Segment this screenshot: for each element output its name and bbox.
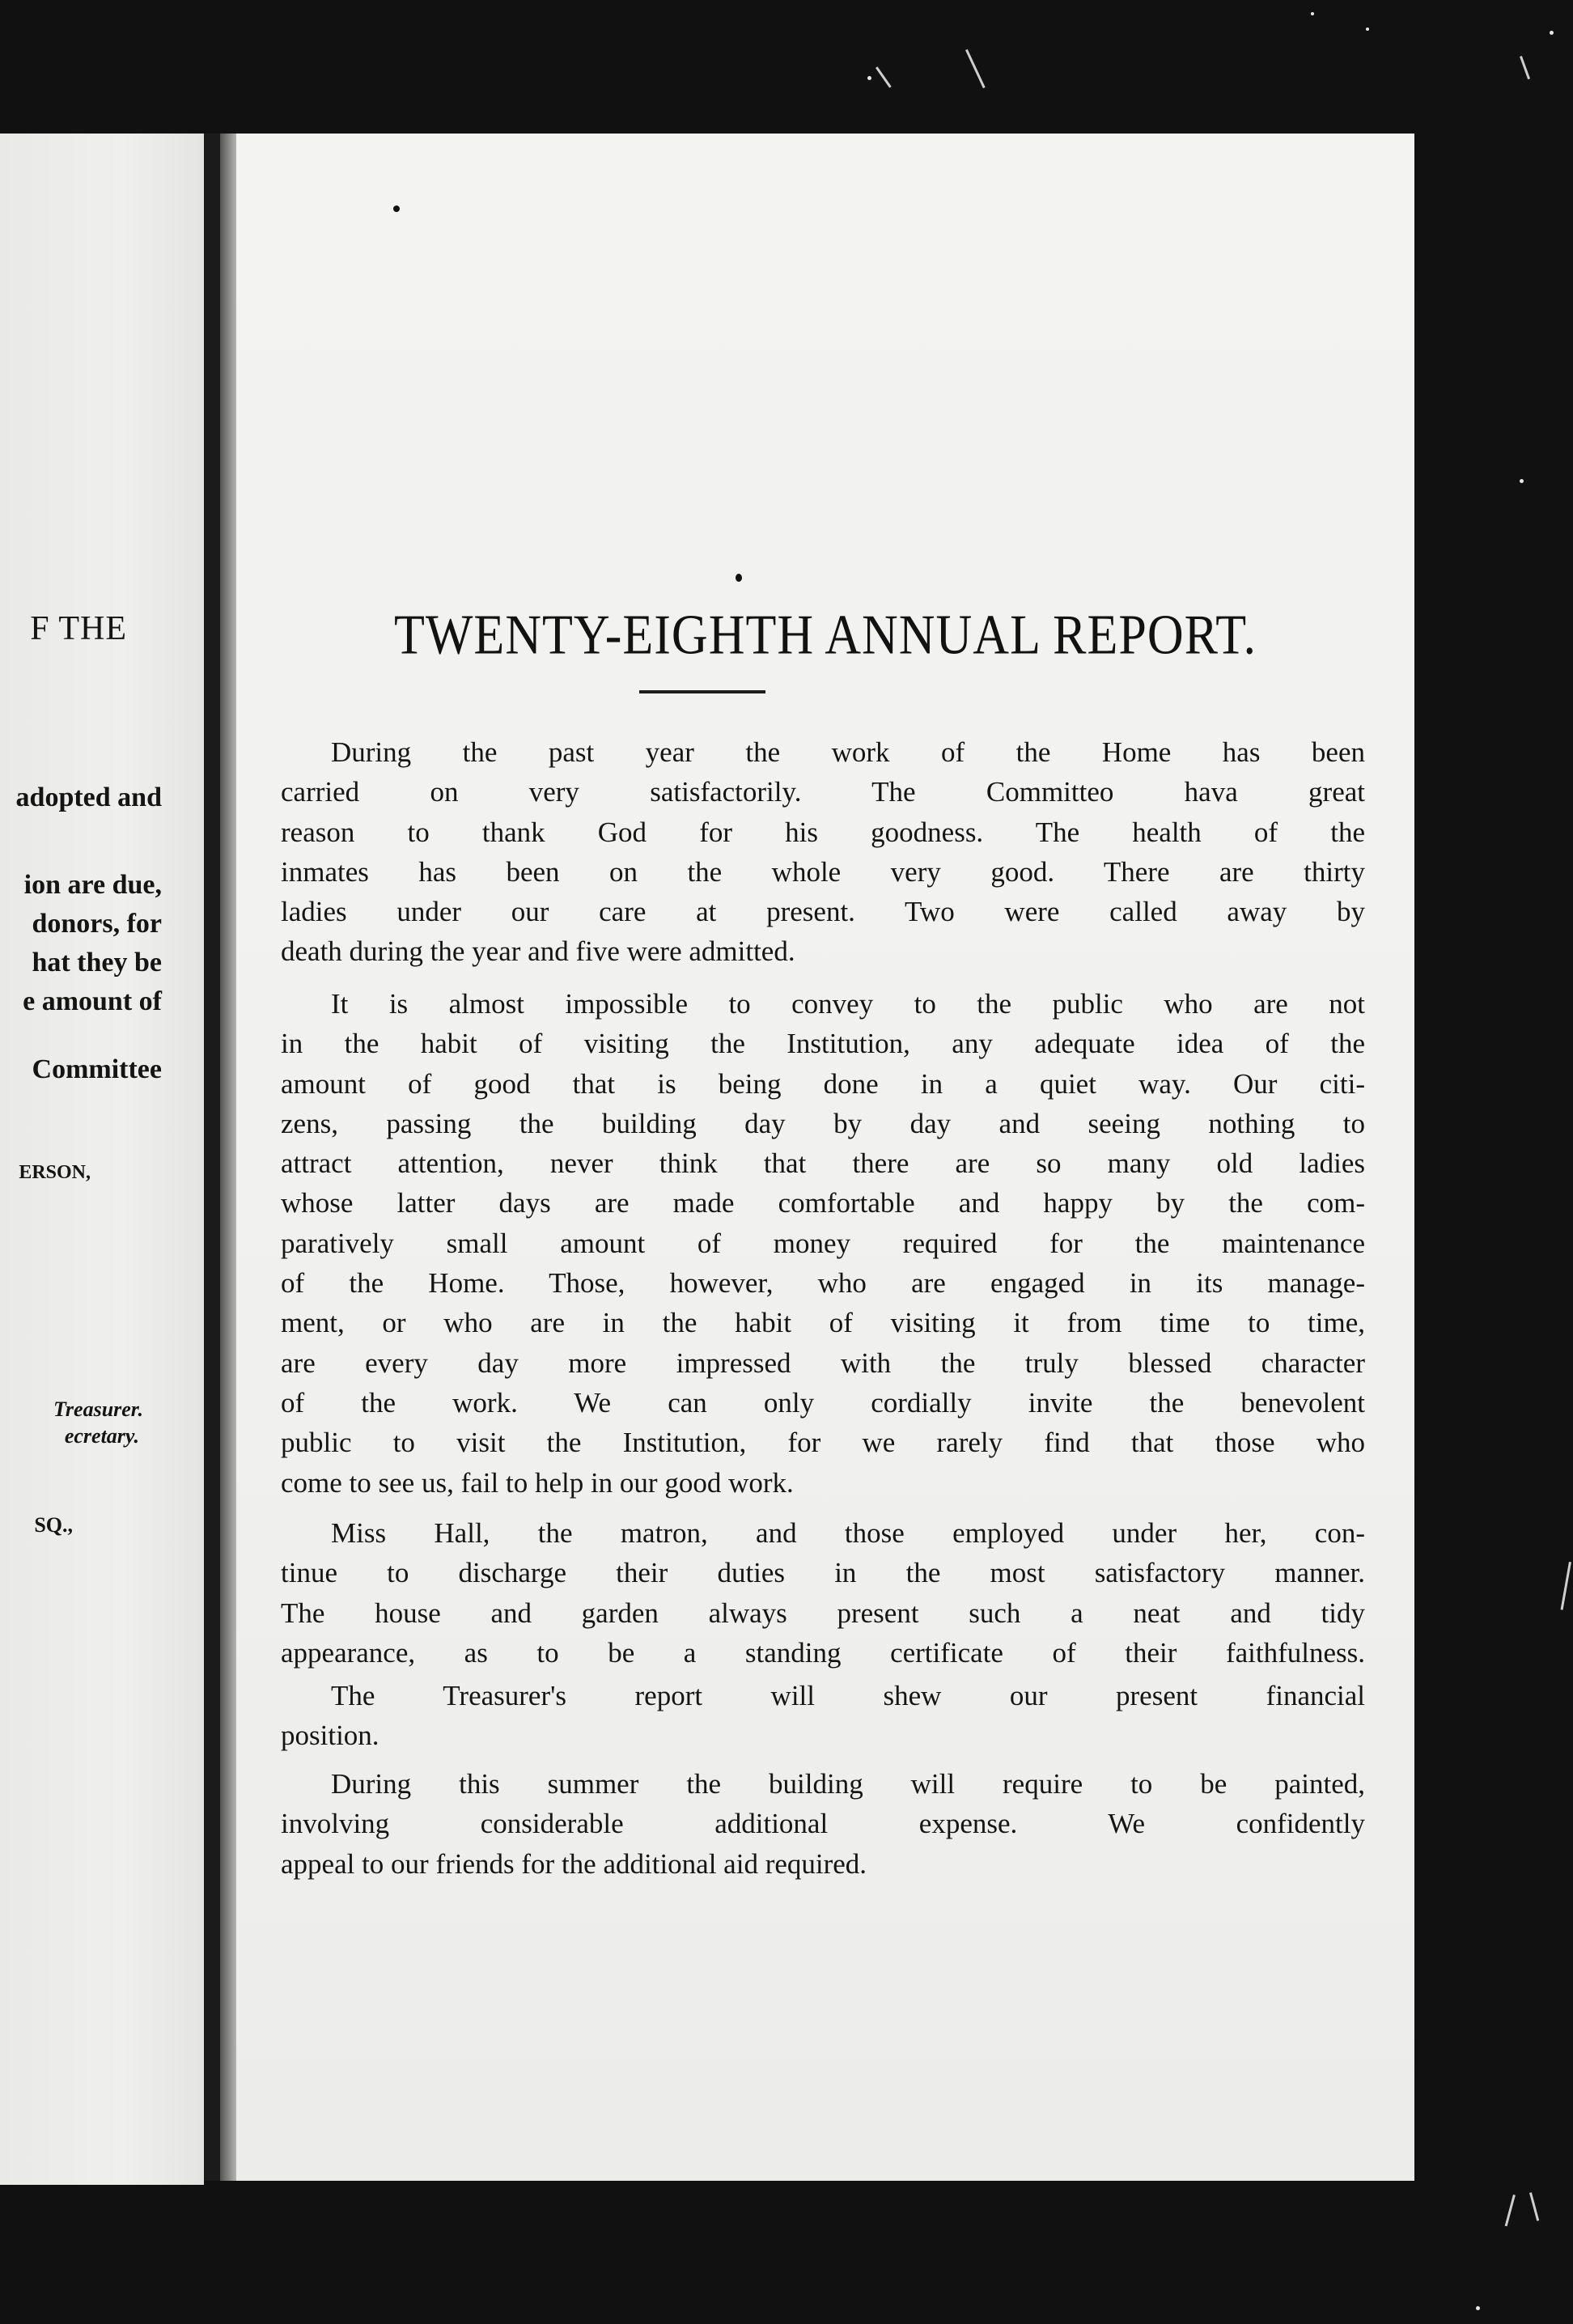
text-line: amount of good that is being done in a quiet way. Our citi- <box>281 1067 1365 1100</box>
text-line: involving considerable additional expense. We confidently <box>281 1808 1365 1840</box>
film-speck <box>1520 479 1524 483</box>
left-signature-title: Treasurer. <box>53 1397 143 1421</box>
film-scratch <box>1520 56 1530 79</box>
print-speck <box>393 206 400 212</box>
left-text-line: ion are due, <box>23 870 162 900</box>
text-line: During this summer the building will require to be painted, <box>331 1768 1365 1800</box>
gutter-shadow <box>220 134 238 2181</box>
left-text-line: e amount of <box>23 986 162 1016</box>
text-line: position. <box>281 1720 379 1752</box>
film-speck <box>1476 2306 1480 2310</box>
film-scratch <box>1529 2192 1539 2221</box>
left-text-line: adopted and <box>15 782 162 812</box>
right-page <box>236 134 1414 2181</box>
text-line: inmates has been on the whole very good. There are thirty <box>281 855 1365 888</box>
text-line: of the Home. Those, however, who are engaged in its manage- <box>281 1267 1365 1300</box>
film-scratch <box>1505 2195 1516 2226</box>
left-text-line: Committee <box>32 1054 162 1084</box>
text-line: During the past year the work of the Home has been <box>331 736 1365 768</box>
film-speck <box>1550 31 1554 35</box>
paragraph-5 <box>281 1764 1365 1884</box>
text-line: The house and garden always present such a neat and tidy <box>281 1597 1365 1629</box>
left-signature-title: ecretary. <box>64 1424 139 1448</box>
film-scratch <box>1561 1562 1571 1610</box>
film-scratch <box>965 49 986 88</box>
text-line: are every day more impressed with the truly blessed character <box>281 1346 1365 1379</box>
text-line: ladies under our care at present. Two were called away by <box>281 896 1365 928</box>
text-line: in the habit of visiting the Institution, any adequate idea of the <box>281 1028 1365 1060</box>
text-line: It is almost impossible to convey to the public who are not <box>331 988 1365 1020</box>
left-signature-name: SQ., <box>34 1513 73 1537</box>
book-gutter <box>204 134 220 2181</box>
text-line: zens, passing the building day by day and seeing nothing to <box>281 1107 1365 1139</box>
text-line: appeal to our friends for the additional aid required. <box>281 1847 867 1880</box>
print-speck <box>736 574 742 582</box>
text-line: attract attention, never think that there are so many old ladies <box>281 1147 1365 1180</box>
film-speck <box>1311 12 1314 15</box>
paragraph-2 <box>281 984 1365 1503</box>
title-rule <box>639 690 765 693</box>
text-line: come to see us, fail to help in our good work. <box>281 1466 794 1499</box>
text-line: paratively small amount of money required for the maintenance <box>281 1227 1365 1259</box>
paragraph-1 <box>281 732 1365 972</box>
film-scratch <box>876 66 892 87</box>
paragraph-3 <box>281 1513 1365 1673</box>
text-line: appearance, as to be a standing certificate of their faithfulness. <box>281 1636 1365 1669</box>
report-title: TWENTY-EIGHTH ANNUAL REPORT. <box>393 604 1257 667</box>
text-line: carried on very satisfactorily. The Committeo hava great <box>281 776 1365 808</box>
text-line: tinue to discharge their duties in the most satisfactory manner. <box>281 1557 1365 1589</box>
left-page-fragment <box>0 134 204 2185</box>
text-line: public to visit the Institution, for we rarely find that those who <box>281 1427 1365 1459</box>
film-speck <box>867 76 871 80</box>
left-text-line: hat they be <box>32 948 162 978</box>
text-line: Miss Hall, the matron, and those employed under her, con- <box>331 1517 1365 1549</box>
paragraph-4 <box>281 1676 1365 1756</box>
left-signature-name: ERSON, <box>19 1162 91 1183</box>
text-line: The Treasurer's report will shew our present financial <box>331 1680 1365 1711</box>
text-line: reason to thank God for his goodness. The health of the <box>281 816 1365 848</box>
left-heading-fragment: F THE <box>30 610 127 647</box>
film-speck <box>1366 28 1369 31</box>
text-line: death during the year and five were admitted. <box>281 935 795 968</box>
text-line: of the work. We can only cordially invite the benevolent <box>281 1386 1365 1419</box>
left-text-line: donors, for <box>32 909 162 939</box>
text-line: ment, or who are in the habit of visiting it from time to time, <box>281 1307 1365 1339</box>
text-line: whose latter days are made comfortable and happy by the com- <box>281 1187 1365 1219</box>
